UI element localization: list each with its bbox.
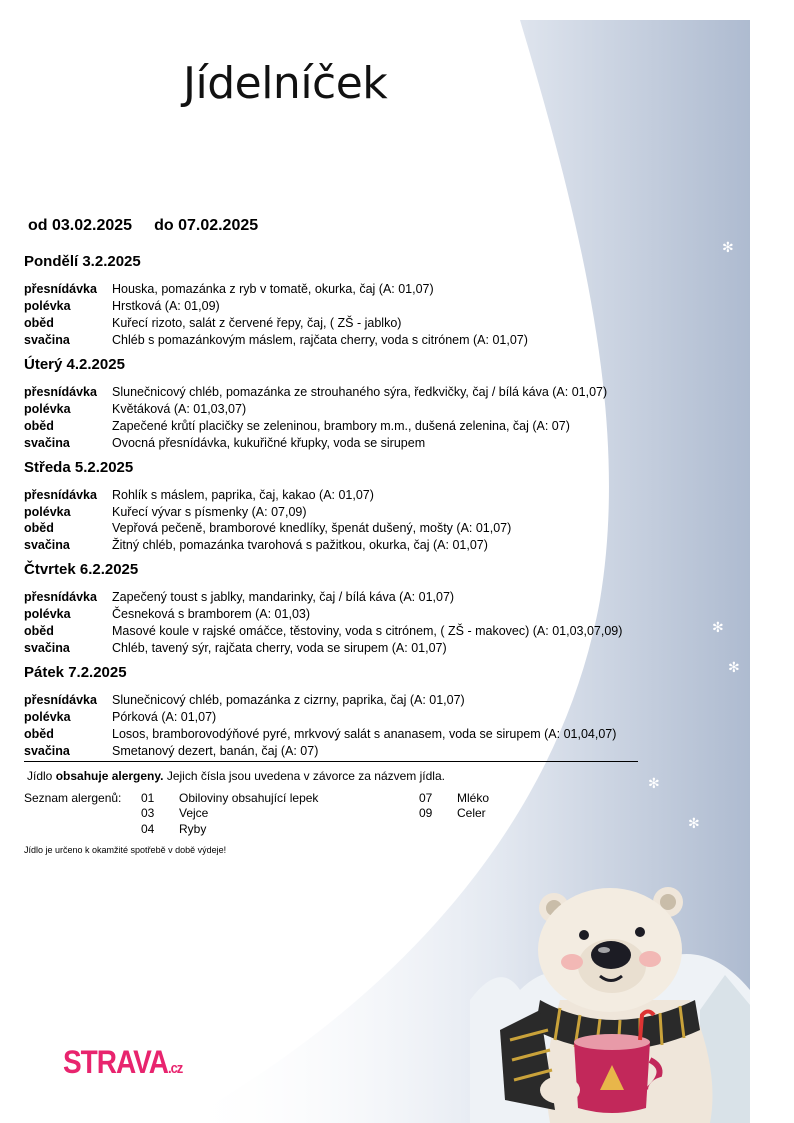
snowflake-icon: ✻ (728, 660, 740, 676)
allergen-note-rest: Jejich čísla jsou uvedena v závorce za názvem jídla. (163, 769, 445, 783)
snowflake-icon: ✻ (688, 816, 700, 832)
meal-text: Losos, bramborovodýňové pyré, mrkvový salát s ananasem, voda se sirupem (A: 01,04,07) (112, 727, 617, 741)
meal-row (24, 640, 447, 657)
meal-row (24, 726, 616, 743)
meal-row (24, 623, 622, 640)
meal-text: Zapečené krůtí placičky se zeleninou, brambory m.m., dušená zelenina, čaj (A: 07) (112, 419, 570, 433)
meal-row (24, 315, 401, 332)
meal-text: Hrstková (A: 01,09) (112, 299, 220, 313)
snowflake-icon: ✻ (722, 240, 734, 256)
meal-text: Slunečnicový chléb, pomazánka ze strouhaného sýra, ředkvičky, čaj / bílá káva (A: 01,07) (112, 385, 608, 399)
footnote: Jídlo je určeno k okamžité spotřebě v době výdeje! (24, 845, 227, 855)
meal-label: svačina (24, 436, 70, 450)
meal-row (24, 384, 607, 401)
meal-row (24, 435, 425, 452)
meal-text: Žitný chléb, pomazánka tvarohová s pažitkou, okurka, čaj (A: 01,07) (112, 538, 488, 552)
meal-row (24, 743, 318, 760)
meal-row (24, 281, 434, 298)
day-heading: Pondělí 3.2.2025 (24, 253, 141, 270)
meal-label: polévka (24, 299, 71, 313)
meal-row (24, 520, 511, 537)
day-heading: Čtvrtek 6.2.2025 (24, 561, 139, 578)
allergen-code: 09 (419, 806, 433, 820)
allergen-list-label: Seznam alergenů: (24, 791, 122, 805)
meal-label: přesnídávka (24, 590, 97, 604)
meal-row (24, 537, 488, 554)
snowflake-icon: ✻ (712, 620, 724, 636)
divider (24, 761, 638, 762)
logo-main: STRAVA (63, 1044, 168, 1080)
meal-label: polévka (24, 607, 71, 621)
allergen-name: Ryby (179, 822, 207, 836)
meal-label: polévka (24, 505, 71, 519)
meal-text: Slunečnicový chléb, pomazánka z cizrny, paprika, čaj (A: 01,07) (112, 693, 465, 707)
snowflake-icon: ✻ (648, 776, 660, 792)
meal-label: svačina (24, 744, 70, 758)
meal-label: svačina (24, 333, 70, 347)
meal-label: oběd (24, 727, 54, 741)
menu-period (28, 217, 280, 235)
meal-row (24, 487, 374, 504)
meal-row (24, 606, 310, 623)
meal-row (24, 692, 465, 709)
allergen-name: Vejce (179, 806, 209, 820)
meal-label: přesnídávka (24, 282, 97, 296)
meal-row (24, 418, 570, 435)
day-heading: Pátek 7.2.2025 (24, 664, 127, 681)
meal-label: polévka (24, 710, 71, 724)
meal-row (24, 298, 220, 315)
meal-text: Smetanový dezert, banán, čaj (A: 07) (112, 744, 319, 758)
meal-label: oběd (24, 419, 54, 433)
meal-text: Vepřová pečeně, bramborové knedlíky, špenát dušený, mošty (A: 01,07) (112, 521, 512, 535)
period-to: do 07.02.2025 (154, 217, 259, 234)
meal-label: přesnídávka (24, 693, 97, 707)
meal-label: přesnídávka (24, 488, 97, 502)
meal-label: přesnídávka (24, 385, 97, 399)
meal-label: svačina (24, 538, 70, 552)
meal-text: Rohlík s máslem, paprika, čaj, kakao (A: 01,07) (112, 488, 374, 502)
meal-label: oběd (24, 316, 54, 330)
meal-text: Česneková s bramborem (A: 01,03) (112, 607, 311, 621)
strava-logo (63, 1044, 182, 1081)
allergen-note-bold: obsahuje alergeny. (55, 769, 164, 783)
meal-label: polévka (24, 402, 71, 416)
meal-label: oběd (24, 521, 54, 535)
meal-row (24, 504, 307, 521)
allergen-code: 01 (141, 791, 155, 805)
meal-row (24, 401, 246, 418)
allergen-code: 04 (141, 822, 155, 836)
allergen-note (27, 769, 445, 783)
meal-label: svačina (24, 641, 70, 655)
meal-text: Chléb s pomazánkovým máslem, rajčata cherry, voda s citrónem (A: 01,07) (112, 333, 528, 347)
meal-text: Houska, pomazánka z ryb v tomatě, okurka, čaj (A: 01,07) (112, 282, 434, 296)
allergen-code: 03 (141, 806, 155, 820)
meal-row (24, 332, 528, 349)
meal-label: oběd (24, 624, 54, 638)
meal-text: Ovocná přesnídávka, kukuřičné křupky, voda se sirupem (112, 436, 426, 450)
logo-suffix: .cz (167, 1058, 183, 1077)
meal-text: Chléb, tavený sýr, rajčata cherry, voda se sirupem (A: 01,07) (112, 641, 447, 655)
meal-row (24, 709, 216, 726)
day-heading: Úterý 4.2.2025 (24, 356, 125, 373)
meal-text: Kuřecí rizoto, salát z červené řepy, čaj, ( ZŠ - jablko) (112, 316, 402, 330)
meal-row (24, 589, 454, 606)
allergen-name: Obiloviny obsahující lepek (179, 791, 319, 805)
meal-text: Pórková (A: 01,07) (112, 710, 217, 724)
meal-text: Zapečený toust s jablky, mandarinky, čaj / bílá káva (A: 01,07) (112, 590, 455, 604)
page-title: Jídelníček (183, 58, 388, 109)
allergen-name: Celer (457, 806, 486, 820)
allergen-note-prefix: Jídlo (27, 769, 56, 783)
period-from: od 03.02.2025 (28, 217, 133, 234)
allergen-code: 07 (419, 791, 433, 805)
meal-text: Masové koule v rajské omáčce, těstoviny, voda s citrónem, ( ZŠ - makovec) (A: 01,03,07,09) (112, 624, 623, 638)
day-heading: Středa 5.2.2025 (24, 459, 134, 476)
allergen-name: Mléko (457, 791, 490, 805)
meal-text: Květáková (A: 01,03,07) (112, 402, 247, 416)
meal-text: Kuřecí vývar s písmenky (A: 07,09) (112, 505, 307, 519)
